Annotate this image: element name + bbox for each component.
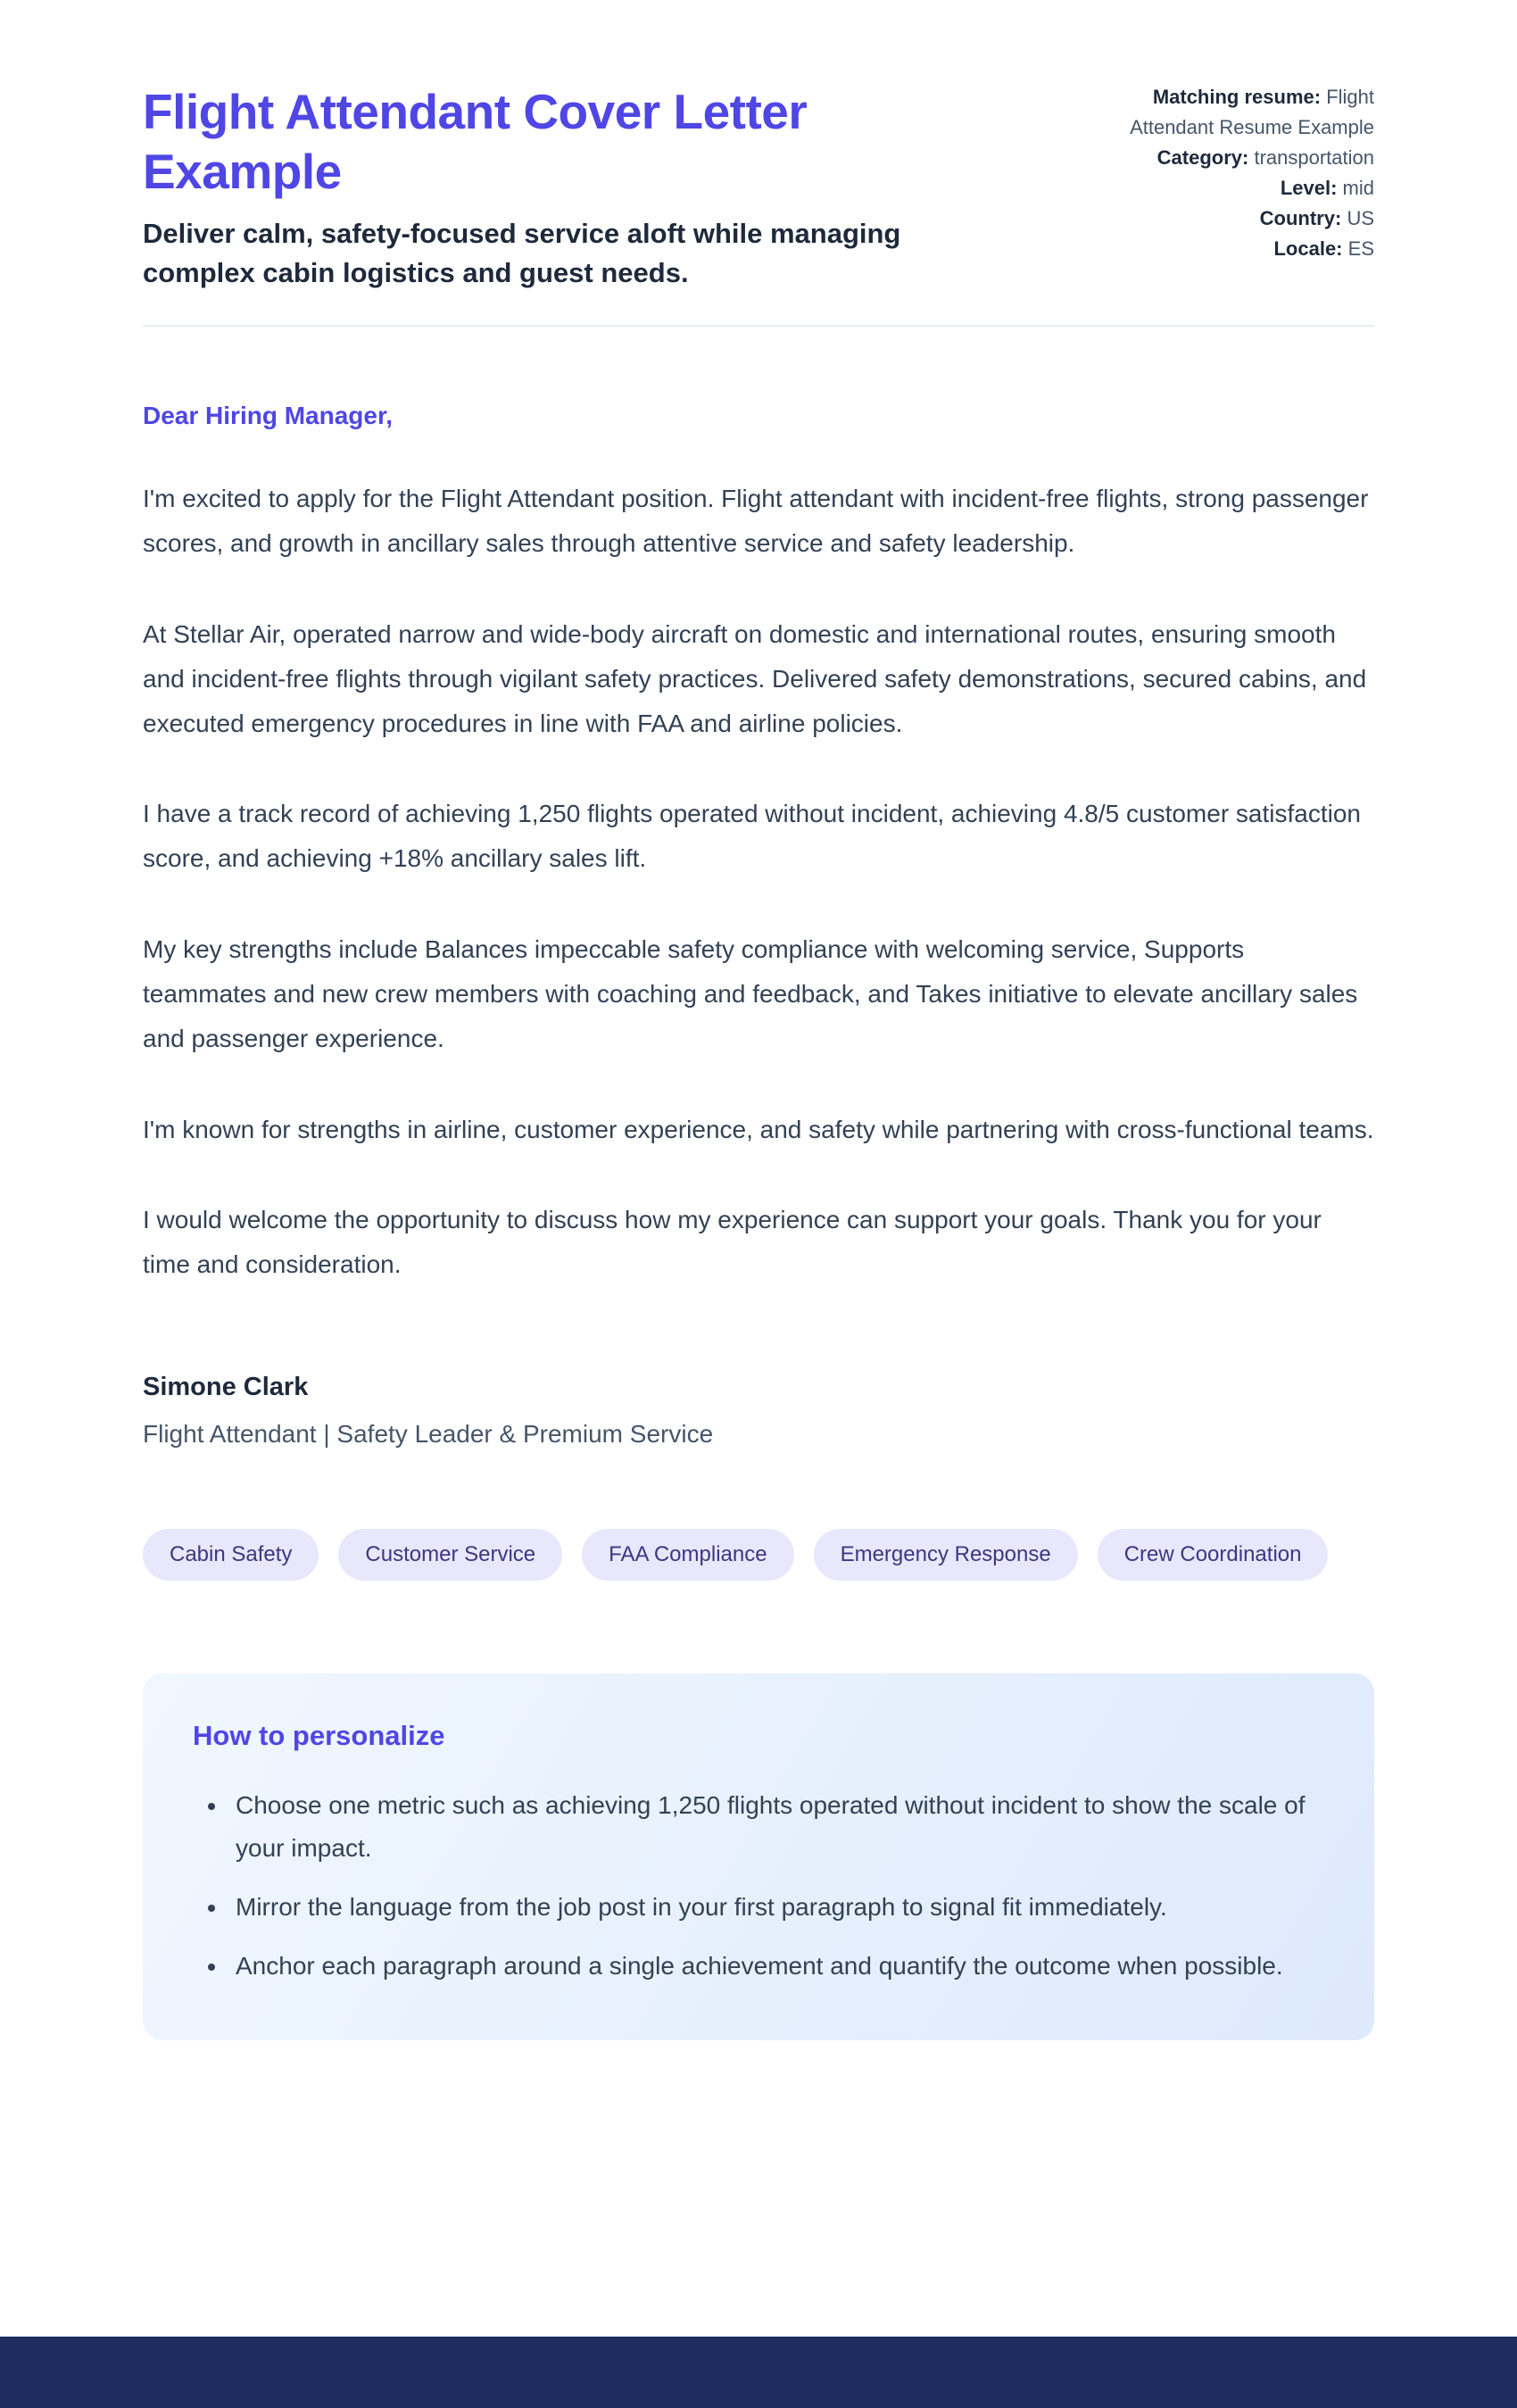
meta-label: Level: (1280, 177, 1338, 200)
header-title-block (143, 82, 1017, 293)
footer-bar (0, 2337, 1517, 2408)
meta-category (1080, 143, 1374, 173)
meta-locale (1080, 234, 1374, 264)
letter-paragraph-5: I'm known for strengths in airline, customer experience, and safety while partnering with cross-functional teams. (143, 1115, 1374, 1143)
letter-paragraph-3: I have a track record of achieving 1,250 flights operated without incident, achieving 4.8/5 customer satisfaction score, and achieving +18% ancillary sales lift. (143, 800, 1361, 873)
letter-paragraph-1: I'm excited to apply for the Flight Attendant position. Flight attendant with incident-free flights, strong passenger scores, and growth in ancillary sales through attentive service and safety leadership. (143, 485, 1369, 558)
page-subtitle: Deliver calm, safety-focused service aloft while managing complex cabin logistics and guest needs. (143, 218, 901, 289)
letter-paragraph-6: I would welcome the opportunity to discuss how my experience can support your goals. Thank you for your time and consideration. (143, 1206, 1322, 1279)
meta-block (1080, 82, 1374, 265)
letter-paragraph-2: At Stellar Air, operated narrow and wide-body aircraft on domestic and international routes, ensuring smooth and incident-free flights through vigilant safety practices. Delivered safety demonstrations, secured cabins, and executed emergency procedures in line with FAA and airline policies. (143, 619, 1367, 737)
page-title: Flight Attendant Cover Letter Example (143, 84, 808, 200)
meta-label: Matching resume: (1152, 86, 1322, 108)
tag-cabin-safety[interactable]: Cabin Safety (143, 1529, 319, 1581)
callout-title: How to personalize (193, 1719, 445, 1751)
salutation: Dear Hiring Manager, (143, 402, 394, 430)
divider (143, 325, 1374, 327)
letter-paragraph-4: My key strengths include Balances impeccable safety compliance with welcoming service, Supports teammates and new crew members with coaching and feedback, and Takes initiative to elevate ancillary sales and passenger experience. (143, 935, 1358, 1052)
meta-value: mid (1342, 177, 1374, 200)
tag-list (143, 1529, 1374, 1581)
signature-title: Flight Attendant | Safety Leader & Premium Service (143, 1419, 714, 1448)
tag-faa-compliance[interactable]: FAA Compliance (582, 1529, 793, 1581)
personalize-callout (143, 1673, 1374, 2040)
signature-name: Simone Clark (143, 1372, 309, 1401)
header (143, 82, 1374, 293)
tag-crew-coordination[interactable]: Crew Coordination (1098, 1529, 1329, 1581)
callout-bullet-2: • Mirror the language from the job post in your first paragraph to signal fit immediately. (228, 1886, 1324, 1929)
meta-value: ES (1347, 237, 1374, 261)
letter-body (143, 402, 1374, 1449)
callout-bullet-1: • Choose one metric such as achieving 1,250 flights operated without incident to show the scale of your impact. (228, 1784, 1324, 1870)
meta-level (1080, 173, 1374, 203)
meta-value: Flight Attendant Resume Example (1130, 86, 1374, 139)
meta-label: Category: (1156, 146, 1249, 170)
meta-label: Locale: (1273, 237, 1343, 261)
tag-emergency-response[interactable]: Emergency Response (814, 1529, 1078, 1581)
cover-letter-page (143, 0, 1374, 2040)
callout-bullet-3: • Anchor each paragraph around a single achievement and quantify the outcome when possible. (228, 1945, 1324, 1988)
tag-customer-service[interactable]: Customer Service (338, 1529, 562, 1581)
meta-country (1080, 203, 1374, 234)
meta-value: US (1347, 207, 1374, 230)
meta-matching-resume (1080, 82, 1374, 143)
callout-bullet-list (193, 1784, 1324, 1989)
meta-value: transportation (1254, 146, 1374, 170)
meta-label: Country: (1259, 207, 1342, 230)
